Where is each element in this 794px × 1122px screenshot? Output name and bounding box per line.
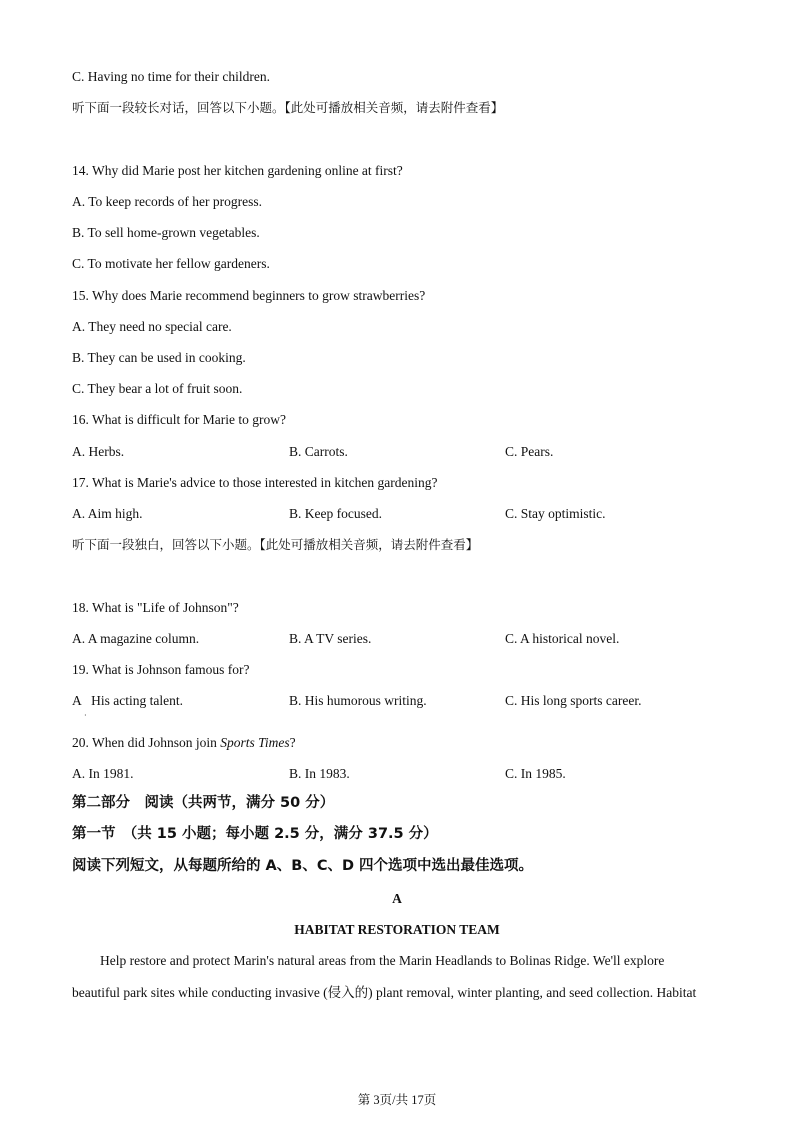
- question-14: 14. Why did Marie post her kitchen gardening online at first?: [72, 163, 403, 178]
- passage-line-2: beautiful park sites while conducting invasive (侵入的) plant removal, winter planting, and seed collection. Habitat: [72, 985, 697, 1000]
- q18-option-b: B. A TV series.: [289, 631, 372, 646]
- question-15: 15. Why does Marie recommend beginners to grow strawberries?: [72, 288, 426, 303]
- passage-title: HABITAT RESTORATION TEAM: [294, 922, 500, 937]
- passage-line-1: Help restore and protect Marin's natural areas from the Marin Headlands to Bolinas Ridge. We'll explore: [100, 953, 665, 968]
- reading-instruction: 阅读下列短文，从每题所给的 A、B、C、D 四个选项中选出最佳选项。: [72, 858, 534, 874]
- q17-option-a: A. Aim high.: [72, 506, 143, 521]
- q16-option-b: B. Carrots.: [289, 444, 348, 459]
- q18-option-a: A. A magazine column.: [72, 631, 200, 646]
- stray-dot: ·: [84, 711, 87, 720]
- question-19: 19. What is Johnson famous for?: [72, 662, 250, 677]
- q20-option-a: A. In 1981.: [72, 766, 134, 781]
- listening-instruction-monologue: 听下面一段独白，回答以下小题。【此处可播放相关音频，请去附件查看】: [72, 537, 479, 552]
- q19-option-a: A His acting talent.: [72, 693, 183, 708]
- q14-option-c: C. To motivate her fellow gardeners.: [72, 256, 270, 271]
- q16-option-a: A. Herbs.: [72, 444, 125, 459]
- q19-option-b: B. His humorous writing.: [289, 693, 427, 708]
- q16-option-c: C. Pears.: [505, 444, 554, 459]
- q17-option-c: C. Stay optimistic.: [505, 506, 606, 521]
- question-16: 16. What is difficult for Marie to grow?: [72, 412, 286, 427]
- q15-option-c: C. They bear a lot of fruit soon.: [72, 381, 243, 396]
- q18-option-c: C. A historical novel.: [505, 631, 620, 646]
- q20-italic-title: Sports Times: [220, 735, 290, 750]
- q20-option-c: C. In 1985.: [505, 766, 566, 781]
- page-footer: 第 3页/共 17页: [357, 1093, 437, 1107]
- listening-instruction-dialog: 听下面一段较长对话，回答以下小题。【此处可播放相关音频，请去附件查看】: [72, 100, 504, 115]
- q20-option-b: B. In 1983.: [289, 766, 350, 781]
- q19-option-c: C. His long sports career.: [505, 693, 642, 708]
- passage-letter: A: [392, 891, 402, 906]
- q15-option-a: A. They need no special care.: [72, 319, 232, 334]
- part2-heading: 第二部分 阅读（共两节，满分 50 分）: [72, 795, 335, 811]
- q15-option-b: B. They can be used in cooking.: [72, 350, 246, 365]
- question-17: 17. What is Marie's advice to those interested in kitchen gardening?: [72, 475, 438, 490]
- q14-option-b: B. To sell home-grown vegetables.: [72, 225, 260, 240]
- prev-option-c: C. Having no time for their children.: [72, 69, 270, 84]
- question-20: [72, 735, 296, 751]
- q14-option-a: A. To keep records of her progress.: [72, 194, 262, 209]
- q20-mark: ?: [289, 735, 296, 750]
- q20-text: 20. When did Johnson join: [72, 735, 221, 750]
- section1-heading: 第一节 （共 15 小题；每小题 2.5 分，满分 37.5 分）: [72, 826, 438, 842]
- question-18: 18. What is "Life of Johnson"?: [72, 600, 239, 615]
- q17-option-b: B. Keep focused.: [289, 506, 382, 521]
